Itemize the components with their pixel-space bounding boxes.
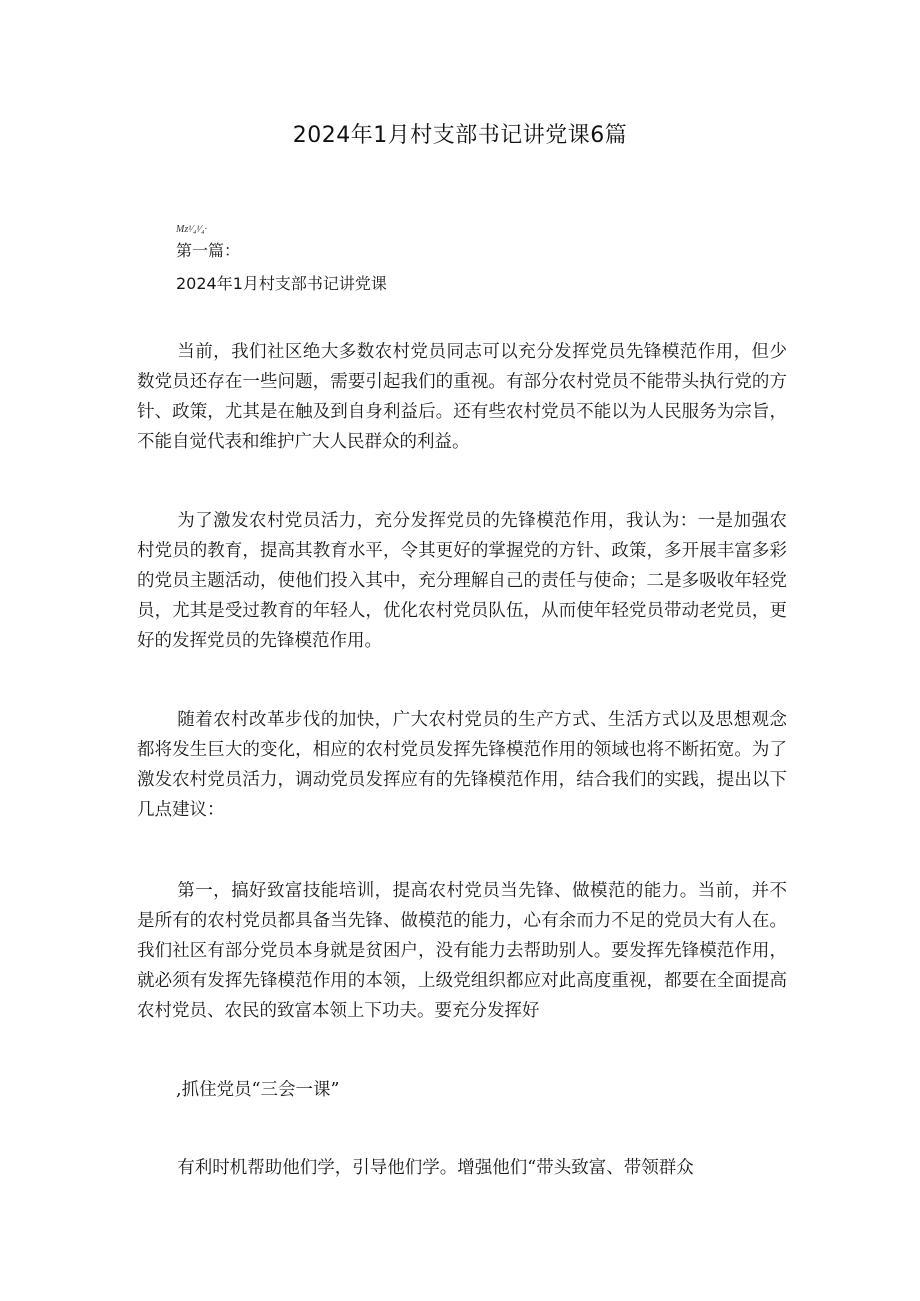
paragraph-4: 第一，搞好致富技能培训，提高农村党员当先锋、做模范的能力。当前，并不是所有的农村党员都具备当先锋、做模范的能力，心有余而力不足的党员大有人在。我们社区有部分党员本身就是贫困户，没有能力去帮助别人。要发挥先锋模范作用，就必须有发挥先锋模范作用的本领，上级党组织都应对此高度重视，都要在全面提高农村党员、农民的致富本领上下功夫。要充分发挥好 — [137, 881, 787, 1021]
document-title: 2024年1月村支部书记讲党课6篇 — [292, 123, 628, 148]
paragraph-5: 有利时机帮助他们学，引导他们学。增强他们“带头致富、带领群众 — [177, 1158, 694, 1178]
section-title: 2024年1月村支部书记讲党课 — [176, 274, 387, 293]
fragment-line: ,抓住党员“三会一课” — [176, 1080, 340, 1100]
paragraph-1: 当前，我们社区绝大多数农村党员同志可以充分发挥党员先锋模范作用，但少数党员还存在一些问题，需要引起我们的重视。有部分农村党员不能带头执行党的方针、政策，尤其是在触及到自身利益后。还有些农村党员不能以为人民服务为宗旨，不能自觉代表和维护广大人民群众的利益。 — [137, 342, 787, 452]
paragraph-3: 随着农村改革步伐的加快，广大农村党员的生产方式、生活方式以及思想观念都将发生巨大的变化，相应的农村党员发挥先锋模范作用的领域也将不断拓宽。为了激发农村党员活力，调动党员发挥应有的先锋模范作用，结合我们的实践，提出以下几点建议： — [137, 710, 787, 820]
stray-mark: Mz¹⁄₄¹⁄₄· — [176, 224, 208, 235]
paragraph-2: 为了激发农村党员活力，充分发挥党员的先锋模范作用，我认为：一是加强农村党员的教育，提高其教育水平，令其更好的掌握党的方针、政策，多开展丰富多彩的党员主题活动，使他们投入其中，充分理解自己的责任与使命；二是多吸收年轻党员，尤其是受过教育的年轻人，优化农村党员队伍，从而使年轻党员带动老党员，更好的发挥党员的先锋模范作用。 — [137, 511, 787, 651]
section-label: 第一篇： — [176, 241, 241, 260]
